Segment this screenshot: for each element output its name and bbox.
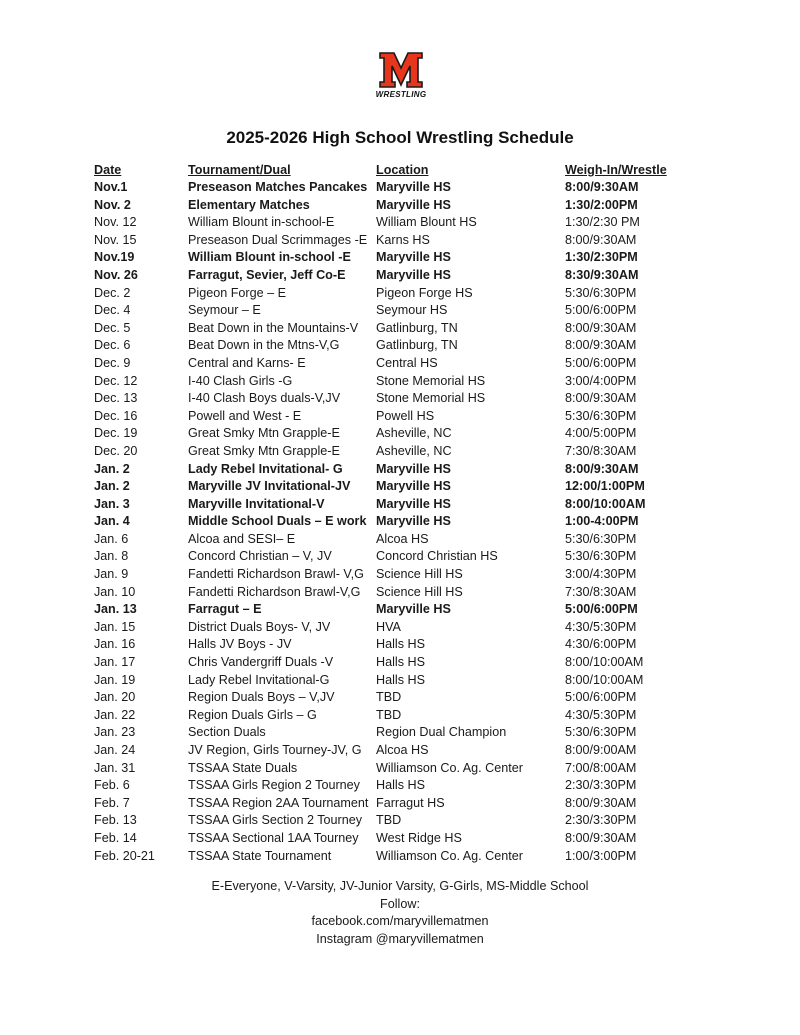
table-row	[94, 636, 714, 654]
row-event: Powell and West - E	[188, 408, 302, 423]
row-time: 12:00/1:00PM	[565, 479, 645, 494]
row-time: 1:30/2:30 PM	[565, 215, 640, 230]
row-date: Jan. 4	[94, 514, 130, 529]
row-date: Nov. 12	[94, 215, 137, 230]
row-location: Maryville HS	[376, 250, 451, 265]
row-location: William Blount HS	[376, 215, 477, 230]
row-location: Alcoa HS	[376, 743, 429, 757]
schedule-rows	[94, 179, 714, 865]
row-time: 5:30/6:30PM	[565, 408, 637, 423]
row-location: Halls HS	[376, 655, 425, 670]
row-event: Lady Rebel Invitational- G	[188, 461, 343, 476]
row-time: 5:30/6:30PM	[565, 531, 637, 546]
row-location: Williamson Co. Ag. Center	[376, 848, 523, 863]
row-location: TBD	[376, 707, 402, 722]
row-time: 1:00-4:00PM	[565, 514, 639, 529]
row-event: Section Duals	[188, 725, 266, 740]
table-row	[94, 548, 714, 566]
row-location: Halls HS	[376, 637, 425, 652]
row-location: Williamson Co. Ag. Center	[376, 760, 523, 775]
row-date: Nov. 2	[94, 197, 131, 212]
row-date: Feb. 6	[94, 778, 130, 793]
row-location: Maryville HS	[376, 479, 451, 494]
row-location: Asheville, NC	[376, 426, 452, 441]
row-date: Nov. 15	[94, 232, 137, 247]
row-time: 4:30/5:30PM	[565, 707, 637, 722]
row-event: Great Smky Mtn Grapple-E	[188, 443, 340, 458]
row-event: TSSAA Girls Region 2 Tourney	[188, 778, 360, 793]
table-row	[94, 812, 714, 830]
row-location: Maryville HS	[376, 197, 451, 212]
row-location: TBD	[376, 813, 402, 828]
row-location: Alcoa HS	[376, 531, 429, 546]
row-location: Farragut HS	[376, 795, 445, 810]
header-location: Location	[376, 163, 429, 177]
row-location: West Ridge HS	[376, 830, 462, 845]
row-location: Stone Memorial HS	[376, 373, 486, 388]
row-time: 5:00/6:00PM	[565, 602, 638, 617]
row-time: 5:00/6:00PM	[565, 690, 637, 705]
legend-text: E-Everyone, V-Varsity, JV-Junior Varsity, G-Girls, MS-Middle School	[211, 879, 589, 893]
row-time: 1:00/3:00PM	[565, 848, 637, 863]
row-time: 4:00/5:00PM	[565, 426, 637, 441]
row-event: JV Region, Girls Tourney-JV, G	[188, 743, 362, 757]
row-date: Nov.1	[94, 180, 128, 194]
table-row	[94, 302, 714, 320]
row-event: Beat Down in the Mtns-V,G	[188, 338, 340, 353]
row-event: Seymour – E	[188, 303, 261, 318]
schedule-table	[94, 161, 714, 865]
row-date: Jan. 15	[94, 619, 136, 634]
table-row	[94, 584, 714, 602]
row-date: Feb. 14	[94, 830, 137, 845]
row-location: Maryville HS	[376, 180, 451, 194]
table-row	[94, 760, 714, 778]
row-event: Preseason Dual Scrimmages -E	[188, 232, 368, 247]
row-event: Preseason Matches Pancakes	[188, 180, 368, 194]
row-time: 5:30/6:30PM	[565, 285, 637, 300]
row-time: 7:30/8:30AM	[565, 443, 637, 458]
row-time: 7:00/8:00AM	[565, 760, 637, 775]
row-event: Maryville Invitational-V	[188, 496, 325, 511]
footer	[0, 878, 800, 948]
row-location: Maryville HS	[376, 461, 451, 476]
table-row	[94, 777, 714, 795]
table-row	[94, 267, 714, 285]
row-event: Region Duals Girls – G	[188, 707, 317, 722]
row-location: Region Dual Champion	[376, 725, 507, 740]
table-row	[94, 478, 714, 496]
row-location: Halls HS	[376, 778, 425, 793]
table-row	[94, 214, 714, 232]
table-row	[94, 830, 714, 848]
table-row	[94, 619, 714, 637]
row-date: Nov. 26	[94, 267, 138, 282]
row-date: Jan. 10	[94, 584, 136, 599]
row-date: Jan. 9	[94, 567, 129, 582]
row-location: Karns HS	[376, 232, 430, 247]
row-event: Central and Karns- E	[188, 355, 306, 370]
row-location: Halls HS	[376, 672, 425, 687]
row-location: Maryville HS	[376, 514, 451, 529]
row-event: Farragut, Sevier, Jeff Co-E	[188, 267, 346, 282]
row-location: Pigeon Forge HS	[376, 285, 473, 300]
row-event: Farragut – E	[188, 602, 262, 617]
table-row	[94, 285, 714, 303]
table-row	[94, 320, 714, 338]
row-event: Concord Christian – V, JV	[188, 549, 332, 564]
table-row	[94, 654, 714, 672]
row-date: Dec. 19	[94, 426, 138, 441]
table-row	[94, 513, 714, 531]
row-time: 4:30/5:30PM	[565, 619, 637, 634]
row-date: Dec. 6	[94, 338, 131, 353]
page-title: 2025-2026 High School Wrestling Schedule	[226, 128, 574, 147]
row-date: Jan. 31	[94, 760, 136, 775]
row-event: Lady Rebel Invitational-G	[188, 672, 330, 687]
row-time: 8:00/9:30AM	[565, 180, 639, 194]
row-location: Powell HS	[376, 408, 435, 423]
row-event: TSSAA Girls Section 2 Tourney	[188, 813, 363, 828]
instagram-link[interactable]: Instagram @maryvillematmen	[316, 931, 484, 946]
row-event: Chris Vandergriff Duals -V	[188, 655, 334, 670]
row-time: 8:00/10:00AM	[565, 496, 646, 511]
table-row	[94, 355, 714, 373]
row-date: Dec. 13	[94, 391, 138, 406]
row-location: Maryville HS	[376, 602, 451, 617]
row-location: Science Hill HS	[376, 567, 463, 582]
row-date: Jan. 22	[94, 707, 136, 722]
logo-wrestling-text: WRESTLING	[375, 90, 427, 99]
row-date: Jan. 20	[94, 690, 136, 705]
row-time: 5:30/6:30PM	[565, 725, 637, 740]
table-row	[94, 672, 714, 690]
row-event: TSSAA Region 2AA Tournament	[188, 795, 369, 810]
row-date: Dec. 2	[94, 285, 131, 300]
row-date: Feb. 7	[94, 795, 130, 810]
row-date: Jan. 6	[94, 531, 129, 546]
row-time: 8:00/9:30AM	[565, 338, 637, 353]
row-event: TSSAA State Tournament	[188, 848, 332, 863]
row-location: Maryville HS	[376, 496, 451, 511]
row-date: Dec. 5	[94, 320, 131, 335]
row-date: Jan. 8	[94, 549, 129, 564]
row-time: 1:30/2:00PM	[565, 197, 638, 212]
row-event: Alcoa and SESI– E	[188, 531, 296, 546]
row-location: Seymour HS	[376, 303, 448, 318]
table-row	[94, 232, 714, 250]
table-row	[94, 425, 714, 443]
row-location: Maryville HS	[376, 267, 451, 282]
row-time: 8:00/10:00AM	[565, 655, 644, 670]
table-row	[94, 742, 714, 760]
row-time: 8:00/9:30AM	[565, 461, 639, 476]
facebook-link[interactable]: facebook.com/maryvillematmen	[311, 914, 489, 929]
row-event: Fandetti Richardson Brawl- V,G	[188, 567, 364, 582]
table-row	[94, 179, 714, 197]
row-time: 8:30/9:30AM	[565, 267, 639, 282]
table-row	[94, 496, 714, 514]
row-date: Nov.19	[94, 250, 135, 265]
row-event: Elementary Matches	[188, 197, 310, 212]
row-event: Halls JV Boys - JV	[188, 637, 292, 652]
table-row	[94, 443, 714, 461]
row-date: Dec. 20	[94, 443, 138, 458]
header-time: Weigh-In/Wrestle	[565, 163, 667, 177]
row-date: Jan. 19	[94, 672, 136, 687]
row-time: 5:00/6:00PM	[565, 355, 637, 370]
row-date: Feb. 20-21	[94, 848, 155, 863]
table-header	[94, 161, 714, 179]
row-time: 8:00/9:30AM	[565, 320, 637, 335]
table-row	[94, 795, 714, 813]
row-event: Region Duals Boys – V,JV	[188, 690, 335, 705]
table-row	[94, 531, 714, 549]
row-time: 2:30/3:30PM	[565, 778, 637, 793]
table-row	[94, 390, 714, 408]
table-row	[94, 848, 714, 866]
table-row	[94, 724, 714, 742]
row-event: William Blount in-school -E	[188, 250, 351, 265]
row-location: Gatlinburg, TN	[376, 338, 458, 353]
row-location: Science Hill HS	[376, 584, 463, 599]
row-time: 8:00/10:00AM	[565, 672, 644, 687]
row-location: Central HS	[376, 355, 438, 370]
row-date: Jan. 24	[94, 743, 136, 757]
row-time: 3:00/4:30PM	[565, 567, 637, 582]
row-location: Asheville, NC	[376, 443, 452, 458]
row-event: Pigeon Forge – E	[188, 285, 287, 300]
row-date: Dec. 16	[94, 408, 138, 423]
row-location: HVA	[376, 619, 401, 634]
row-time: 7:30/8:30AM	[565, 584, 637, 599]
row-time: 4:30/6:00PM	[565, 637, 637, 652]
row-time: 2:30/3:30PM	[565, 813, 637, 828]
row-time: 8:00/9:30AM	[565, 795, 637, 810]
m-letter-icon	[368, 50, 434, 90]
row-time: 8:00/9:30AM	[565, 391, 637, 406]
row-location: Concord Christian HS	[376, 549, 498, 564]
table-row	[94, 373, 714, 391]
header-date: Date	[94, 163, 122, 177]
table-row	[94, 408, 714, 426]
table-row	[94, 461, 714, 479]
table-row	[94, 197, 714, 215]
row-date: Dec. 4	[94, 303, 131, 318]
row-location: TBD	[376, 690, 402, 705]
table-row	[94, 566, 714, 584]
row-event: Beat Down in the Mountains-V	[188, 320, 359, 335]
row-event: Middle School Duals – E work	[188, 514, 367, 529]
row-time: 8:00/9:00AM	[565, 743, 637, 757]
row-time: 8:00/9:30AM	[565, 232, 637, 247]
row-time: 5:30/6:30PM	[565, 549, 637, 564]
table-row	[94, 337, 714, 355]
row-event: Fandetti Richardson Brawl-V,G	[188, 584, 361, 599]
row-date: Jan. 13	[94, 602, 137, 617]
row-date: Jan. 17	[94, 655, 136, 670]
row-time: 8:00/9:30AM	[565, 830, 637, 845]
row-location: Stone Memorial HS	[376, 391, 486, 406]
row-time: 5:00/6:00PM	[565, 303, 637, 318]
row-event: I-40 Clash Girls -G	[188, 373, 293, 388]
follow-label: Follow:	[380, 896, 420, 911]
table-row	[94, 601, 714, 619]
row-event: TSSAA State Duals	[188, 760, 298, 775]
row-time: 1:30/2:30PM	[565, 250, 638, 265]
row-event: TSSAA Sectional 1AA Tourney	[188, 830, 359, 845]
row-date: Jan. 3	[94, 496, 130, 511]
table-row	[94, 707, 714, 725]
row-location: Gatlinburg, TN	[376, 320, 458, 335]
header-event: Tournament/Dual	[188, 163, 291, 177]
row-date: Jan. 23	[94, 725, 136, 740]
row-date: Jan. 2	[94, 479, 130, 494]
row-date: Jan. 2	[94, 461, 130, 476]
row-event: District Duals Boys- V, JV	[188, 619, 331, 634]
row-event: I-40 Clash Boys duals-V,JV	[188, 391, 341, 406]
row-event: Great Smky Mtn Grapple-E	[188, 426, 340, 441]
row-date: Jan. 16	[94, 637, 136, 652]
row-date: Dec. 9	[94, 355, 131, 370]
table-row	[94, 689, 714, 707]
row-date: Dec. 12	[94, 373, 138, 388]
row-time: 3:00/4:00PM	[565, 373, 637, 388]
table-row	[94, 249, 714, 267]
row-date: Feb. 13	[94, 813, 137, 828]
row-event: William Blount in-school-E	[188, 215, 335, 230]
row-event: Maryville JV Invitational-JV	[188, 479, 351, 494]
